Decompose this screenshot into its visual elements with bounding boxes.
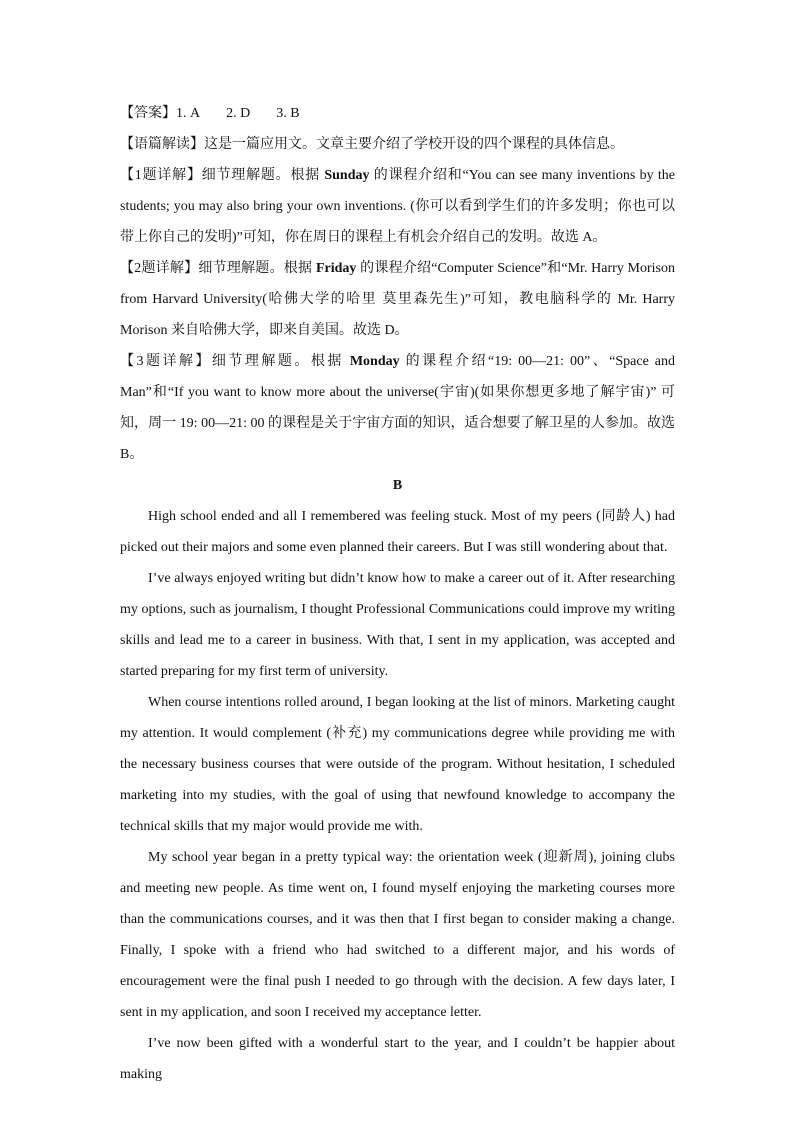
q2-keyword: Friday	[315, 261, 357, 276]
q3-text-start: 细节理解题。根据	[211, 354, 350, 369]
section-heading-b: B	[392, 478, 403, 493]
question-2-explanation	[120, 253, 675, 346]
passage-paragraph: My school year began in a pretty typical way: the orientation week (迎新周), joining clubs and meeting new people. As time went on, I found myself enjoying the marketing courses more than the communications courses, and it was then that I first began to consider making a change. Finally, I spoke with a friend who had switched to a different major, and his words of encouragement were the final push I needed to go through with the decision. A few days later, I sent in my application, and soon I received my acceptance letter.	[120, 850, 675, 1020]
q1-label: 【1题详解】	[120, 168, 202, 183]
q1-text-start: 细节理解题。根据	[201, 168, 325, 183]
overview-text: 这是一篇应用文。文章主要介绍了学校开设的四个课程的具体信息。	[204, 137, 624, 152]
answer-label: 【答案】	[120, 106, 176, 121]
answer-1: 1. A	[176, 106, 201, 121]
passage-paragraph: I’ve always enjoyed writing but didn’t know how to make a career out of it. After researching my options, such as journalism, I thought Professional Communications could improve my writing skills and lead me to a career in business. With that, I sent in my application, was accepted and started preparing for my first term of university.	[120, 571, 675, 679]
overview-label: 【语篇解读】	[120, 137, 204, 152]
passage-paragraph: When course intentions rolled around, I began looking at the list of minors. Marketing caught my attention. It would complement (补充) my communications degree while providing me with the necessary business courses that were outside of the program. Without hesitation, I scheduled marketing into my studies, with the goal of using that newfound knowledge to accompany the technical skills that my major would provide me with.	[120, 695, 675, 834]
passage-paragraph: I’ve now been gifted with a wonderful start to the year, and I couldn’t be happier about making	[120, 1036, 675, 1082]
q2-text-start: 细节理解题。根据	[198, 261, 316, 276]
question-3-explanation	[120, 346, 675, 470]
question-1-explanation	[120, 160, 675, 253]
q3-text-rest: 的课程介绍“19: 00—21: 00”、“Space and Man”和“If you want to know more about the universe(宇宙)(如果你想更多地了解宇宙)” 可知，周一 19: 00—21: 00 的课程是关于宇宙方面的知识，适合想要了解卫星的人参加。故选 B。	[120, 354, 676, 462]
q2-label: 【2题详解】	[120, 261, 199, 276]
document-page	[120, 98, 675, 1090]
q3-keyword: Monday	[349, 354, 400, 369]
q3-label: 【3题详解】	[120, 354, 212, 369]
overview-paragraph	[120, 129, 675, 160]
q1-text-rest: 的课程介绍和“You can see many inventions by the students; you may also bring your own inventions. (你可以看到学生们的许多发明；你也可以带上你自己的发明)”可知，你在周日的课程上有机会介绍自己的发明。故选 A。	[120, 168, 676, 245]
answer-2: 2. D	[226, 106, 251, 121]
q1-keyword: Sunday	[324, 168, 370, 183]
q2-text-rest: 的课程介绍“Computer Science”和“Mr. Harry Morison from Harvard University(哈佛大学的哈里 莫里森先生)”可知，教电脑科学的 Mr. Harry Morison 来自哈佛大学，即来自美国。故选 D。	[120, 261, 676, 338]
answer-3: 3. B	[276, 106, 300, 121]
passage-paragraph: High school ended and all I remembered was feeling stuck. Most of my peers (同龄人) had picked out their majors and some even planned their careers. But I was still wondering about that.	[120, 509, 675, 555]
answer-line	[120, 98, 675, 129]
